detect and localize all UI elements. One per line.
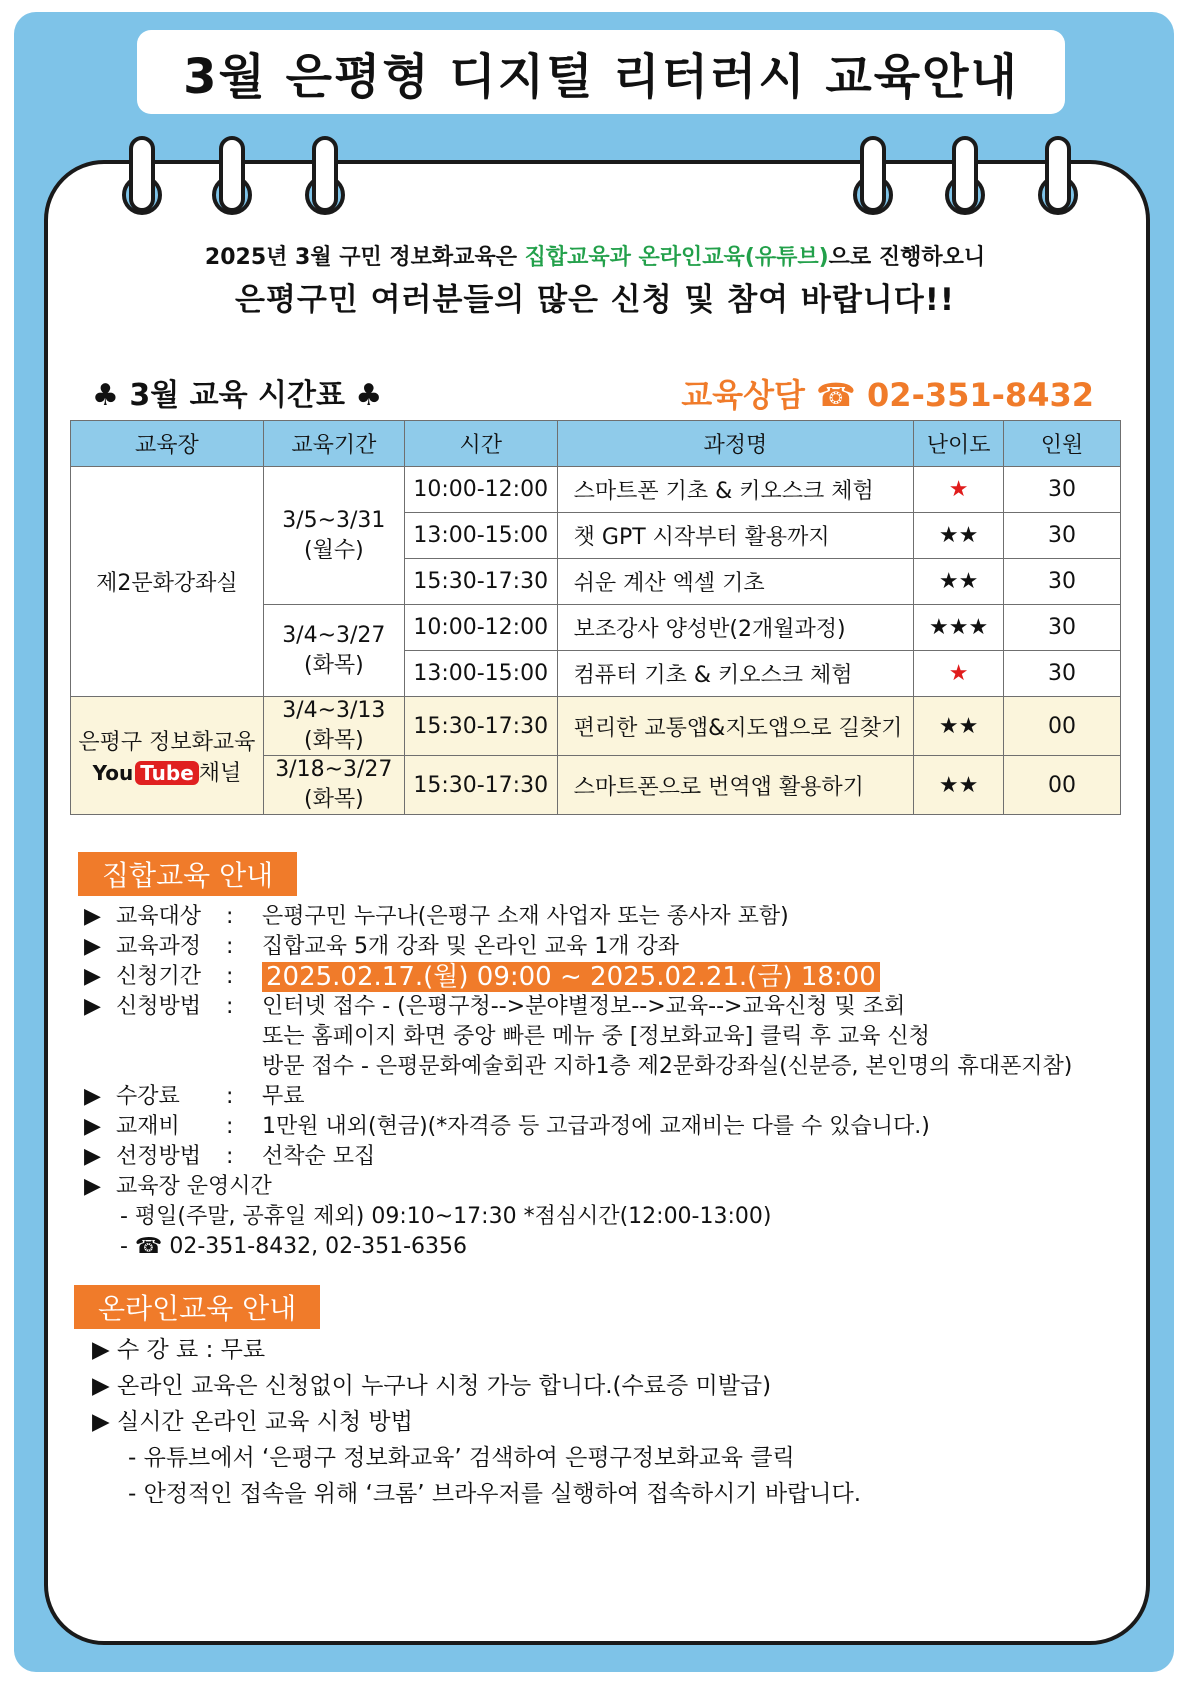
title-box (137, 30, 1065, 114)
binder-hook-icon (1045, 136, 1071, 212)
intro-line-1 (0, 240, 1190, 271)
level-cell: ★★ (914, 559, 1004, 605)
info-key: 선정방법 (116, 1144, 202, 1169)
youtube-tube: Tube (135, 761, 199, 785)
info-row (84, 1172, 1072, 1202)
info-row (84, 902, 1072, 932)
binder-hook-icon (860, 136, 886, 212)
info-row (84, 1202, 1072, 1232)
arrow-icon: ▶ (84, 904, 101, 929)
period-days: (화목) (303, 652, 364, 678)
intro-text: 으로 진행하오니 (828, 245, 986, 270)
period-cell (263, 467, 404, 605)
info-row (84, 992, 1072, 1022)
count-cell: 00 (1004, 697, 1121, 756)
intro-line-2: 은평구민 여러분들의 많은 신청 및 참여 바랍니다!! (235, 282, 955, 318)
level-cell: ★ (914, 651, 1004, 697)
header-time: 시간 (404, 421, 557, 467)
binder-hook-icon (952, 136, 978, 212)
count-cell: 30 (1004, 605, 1121, 651)
period-text: 3/4~3/27 (282, 622, 386, 648)
schedule-table (70, 420, 1121, 815)
info-row (84, 1232, 1072, 1262)
period-cell (263, 756, 404, 815)
colon: : (226, 904, 234, 929)
intro-text: 2025년 3월 구민 정보화교육은 (204, 245, 525, 270)
info-value: - 평일(주말, 공휴일 제외) 09:10~17:30 *점심시간(12:00-13:00) (120, 1204, 772, 1229)
schedule-title: ♣ 3월 교육 시간표 ♣ (92, 378, 383, 413)
info-value: 인터넷 접수 - (은평구청-->분야별정보-->교육-->교육신청 및 조회 (262, 994, 906, 1019)
period-days: (화목) (303, 787, 364, 812)
colon: : (226, 1144, 234, 1169)
info-row (84, 1022, 1072, 1052)
time-cell: 15:30-17:30 (404, 697, 557, 756)
count-cell: 30 (1004, 559, 1121, 605)
arrow-icon: ▶ (84, 1114, 101, 1139)
info-key: 신청기간 (116, 964, 202, 989)
channel-text: 채널 (198, 760, 242, 786)
apply-period-highlight: 2025.02.17.(월) 09:00 ~ 2025.02.21.(금) 18:00 (262, 962, 880, 992)
youtube-you: You (92, 760, 134, 785)
course-cell: 스마트폰 기초 & 키오스크 체험 (557, 467, 914, 513)
info-key: 교육대상 (116, 904, 202, 929)
page-title: 3월 은평형 디지털 리터러시 교육안내 (183, 48, 1019, 105)
arrow-icon: ▶ (84, 1174, 101, 1199)
time-cell: 13:00-15:00 (404, 651, 557, 697)
course-cell: 챗 GPT 시작부터 활용까지 (557, 513, 914, 559)
period-text: 3/4~3/13 (282, 698, 386, 723)
header-count: 인원 (1004, 421, 1121, 467)
venue-cell: 제2문화강좌실 (71, 467, 264, 697)
course-cell: 보조강사 양성반(2개월과정) (557, 605, 914, 651)
info-row (84, 932, 1072, 962)
count-cell: 30 (1004, 651, 1121, 697)
header-venue: 교육장 (71, 421, 264, 467)
online-text: ▶ 온라인 교육은 신청없이 누구나 시청 가능 합니다.(수료증 미발급) (92, 1373, 772, 1399)
info-value: 집합교육 5개 강좌 및 온라인 교육 1개 강좌 (262, 934, 679, 959)
count-cell: 30 (1004, 513, 1121, 559)
time-cell: 15:30-17:30 (404, 559, 557, 605)
binder-hook-icon (219, 136, 245, 212)
arrow-icon: ▶ (84, 934, 101, 959)
level-cell: ★★ (914, 513, 1004, 559)
period-cell (263, 605, 404, 697)
level-cell: ★★★ (914, 605, 1004, 651)
venue-cell-youtube (71, 697, 264, 815)
period-text: 3/18~3/27 (275, 757, 393, 782)
table-row (71, 697, 1121, 756)
course-cell: 컴퓨터 기초 & 키오스크 체험 (557, 651, 914, 697)
arrow-icon: ▶ (84, 964, 101, 989)
online-text: ▶ 수 강 료 : 무료 (92, 1337, 266, 1363)
time-cell: 10:00-12:00 (404, 467, 557, 513)
online-text: - 안정적인 접속을 위해 ‘크롬’ 브라우저를 실행하여 접속하시기 바랍니다. (128, 1481, 862, 1507)
count-cell: 00 (1004, 756, 1121, 815)
info-value: 선착순 모집 (262, 1144, 376, 1169)
level-cell: ★★ (914, 697, 1004, 756)
info-key: 신청방법 (116, 994, 202, 1019)
time-cell: 10:00-12:00 (404, 605, 557, 651)
info-row (84, 1052, 1072, 1082)
online-text: ▶ 실시간 온라인 교육 시청 방법 (92, 1409, 413, 1435)
colon: : (226, 1084, 234, 1109)
period-text: 3/5~3/31 (282, 507, 386, 533)
consult-phone: 교육상담 ☎ 02-351-8432 (681, 376, 1094, 414)
online-text: - 유튜브에서 ‘은평구 정보화교육’ 검색하여 은평구정보화교육 클릭 (128, 1445, 795, 1471)
level-cell: ★★ (914, 756, 1004, 815)
header-period: 교육기간 (263, 421, 404, 467)
info-row (84, 962, 1072, 992)
info-key: 교육과정 (116, 934, 202, 959)
online-info (92, 1332, 861, 1512)
period-days: (월수) (303, 537, 364, 563)
level-cell: ★ (914, 467, 1004, 513)
info-value: 또는 홈페이지 화면 중앙 빠른 메뉴 중 [정보화교육] 클릭 후 교육 신청 (262, 1024, 930, 1049)
course-cell: 스마트폰으로 번역앱 활용하기 (557, 756, 914, 815)
info-row (84, 1142, 1072, 1172)
period-cell (263, 697, 404, 756)
online-section-label: 온라인교육 안내 (74, 1285, 320, 1329)
info-value: 1만원 내외(현금)(*자격증 등 고급과정에 교재비는 다를 수 있습니다.) (262, 1114, 930, 1139)
table-header-row (71, 421, 1121, 467)
offline-info (84, 902, 1072, 1262)
info-value: 무료 (262, 1084, 305, 1109)
info-row (84, 1082, 1072, 1112)
info-key: 교육장 운영시간 (116, 1174, 272, 1199)
colon: : (226, 934, 234, 959)
table-row (71, 467, 1121, 513)
course-cell: 편리한 교통앱&지도앱으로 길찾기 (557, 697, 914, 756)
info-value: 은평구민 누구나(은평구 소재 사업자 또는 종사자 포함) (262, 904, 789, 929)
info-value: 방문 접수 - 은평문화예술회관 지하1층 제2문화강좌실(신분증, 본인명의 휴대폰지참) (262, 1054, 1073, 1079)
info-key: 수강료 (116, 1084, 180, 1109)
colon: : (226, 1114, 234, 1139)
binder-hook-icon (129, 136, 155, 212)
colon: : (226, 994, 234, 1019)
intro-highlight: 집합교육과 온라인교육(유튜브) (524, 245, 829, 270)
header-course: 과정명 (557, 421, 914, 467)
time-cell: 13:00-15:00 (404, 513, 557, 559)
youtube-logo-icon (93, 761, 199, 785)
header-level: 난이도 (914, 421, 1004, 467)
colon: : (226, 964, 234, 989)
arrow-icon: ▶ (84, 1084, 101, 1109)
info-value: - ☎ 02-351-8432, 02-351-6356 (120, 1234, 468, 1259)
venue-text: 은평구 정보화교육 (78, 729, 256, 755)
offline-section-label: 집합교육 안내 (78, 852, 297, 896)
count-cell: 30 (1004, 467, 1121, 513)
time-cell: 15:30-17:30 (404, 756, 557, 815)
info-key: 교재비 (116, 1114, 180, 1139)
arrow-icon: ▶ (84, 1144, 101, 1169)
arrow-icon: ▶ (84, 994, 101, 1019)
period-days: (화목) (303, 728, 364, 753)
info-row (84, 1112, 1072, 1142)
binder-hook-icon (312, 136, 338, 212)
course-cell: 쉬운 계산 엑셀 기초 (557, 559, 914, 605)
